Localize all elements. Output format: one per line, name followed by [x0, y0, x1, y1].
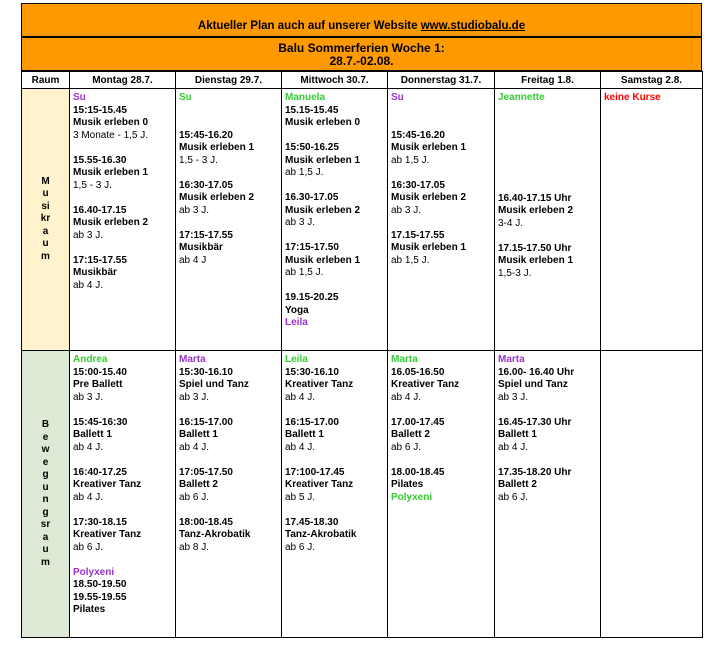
course-age: 3-4 J. [498, 217, 524, 229]
course-name: Ballett 1 [73, 429, 112, 440]
course-name: Musikbär [73, 267, 117, 278]
course-entry [498, 193, 598, 231]
course-name: Spiel und Tanz [179, 379, 249, 390]
course-name: Ballett 2 [391, 429, 430, 440]
course-time: 15:45-16.20 [179, 129, 233, 141]
course-time: 16.40-17.15 Uhr [498, 192, 572, 204]
course-name: Kreativer Tanz [285, 479, 354, 490]
course-entry [391, 417, 492, 455]
course-name: Yoga [285, 304, 309, 316]
course-age: ab 4 J. [285, 391, 316, 403]
course-entry [179, 367, 279, 405]
course-entry [73, 417, 173, 455]
course-time: 15:45-16:30 [73, 416, 128, 428]
course-name: Ballett 1 [179, 429, 218, 440]
course-age: 3 Monate - 1,5 J. [73, 129, 149, 141]
website-text: Aktueller Plan auch auf unserer Website [197, 20, 421, 32]
course-name: Pre Ballett [73, 379, 123, 390]
day-cell [282, 351, 388, 638]
course-entry [179, 130, 279, 168]
col-header-mittwoch: Mittwoch 30.7. [282, 72, 388, 89]
room-name: Bewegungsraum [40, 419, 51, 568]
teacher-name: Jeannette [498, 92, 545, 103]
course-entry [498, 243, 598, 281]
course-name: Musik erleben 2 [179, 192, 255, 203]
course-time: 17.15-17.55 [391, 229, 445, 241]
course-age: ab 1,5 J. [391, 154, 430, 166]
course-time: 19.55-19.55 [73, 591, 127, 603]
course-age: 1,5-3 J. [498, 267, 532, 279]
col-header-freitag: Freitag 1.8. [495, 72, 601, 89]
teacher-name: Leila [285, 354, 308, 365]
website-banner [21, 3, 702, 37]
course-name: Musik erleben 0 [73, 117, 149, 128]
week-title: Balu Sommerferien Woche 1: [278, 41, 445, 55]
course-age: ab 3 J. [498, 391, 529, 403]
course-name: Tanz-Akrobatik [179, 529, 251, 540]
course-name: Spiel und Tanz [498, 379, 568, 390]
course-age: ab 4 J. [73, 491, 104, 503]
room-row [22, 89, 703, 351]
course-time: 16:15-17.00 [285, 416, 339, 428]
course-age: ab 3 J. [73, 229, 104, 241]
course-time: 18:00-18.45 [179, 516, 233, 528]
course-age: ab 6 J. [498, 491, 529, 503]
course-name: Kreativer Tanz [285, 379, 354, 390]
course-age: 1,5 - 3 J. [73, 179, 112, 191]
course-name: Ballett 2 [498, 479, 537, 490]
header-row [22, 72, 703, 89]
course-time: 15:15-15.45 [73, 104, 127, 116]
col-header-donnerstag: Donnerstag 31.7. [388, 72, 495, 89]
course-time: 17:05-17.50 [179, 466, 233, 478]
course-time: 16.30-17.05 [285, 192, 339, 203]
course-age: ab 1,5 J. [285, 167, 324, 178]
col-header-samstag: Samstag 2.8. [601, 72, 703, 89]
teacher-name: Marta [498, 354, 525, 365]
course-time: 17:15-17.55 [73, 254, 127, 266]
course-entry [285, 292, 385, 330]
course-name: Kreativer Tanz [391, 379, 460, 390]
teacher-name: Andrea [73, 354, 108, 365]
course-age: ab 4 J. [498, 441, 529, 453]
course-entry [285, 242, 385, 280]
teacher-name: Marta [179, 354, 206, 365]
course-entry [498, 367, 598, 405]
course-time: 17.00-17.45 [391, 416, 445, 428]
day-cell [388, 89, 495, 351]
course-name: Musik erleben 2 [498, 205, 574, 216]
course-name: Musik erleben 1 [285, 154, 361, 166]
week-dates: 28.7.-02.08. [329, 54, 394, 68]
course-age: ab 6 J. [285, 541, 316, 553]
day-cell [176, 89, 282, 351]
course-time: 15:00-15.40 [73, 366, 127, 378]
course-entry [391, 230, 492, 268]
course-time: 17.35-18.20 Uhr [498, 466, 572, 478]
course-name: Ballett 1 [498, 429, 537, 440]
course-time: 16:40-17.25 [73, 466, 127, 478]
course-name: Musik erleben 1 [179, 142, 255, 153]
course-entry [73, 467, 173, 505]
course-age: 1,5 - 3 J. [179, 154, 218, 166]
course-age: ab 4 J [179, 254, 207, 266]
course-entry [179, 517, 279, 555]
course-age: ab 4 J. [73, 279, 104, 291]
teacher-name: Polyxeni [391, 491, 433, 503]
course-age: ab 3 J. [285, 217, 316, 228]
course-name: Ballett 1 [285, 429, 324, 440]
day-cell [495, 351, 601, 638]
course-entry [285, 417, 385, 455]
course-time: 15.55-16.30 [73, 154, 127, 166]
course-entry [73, 367, 173, 405]
course-entry [73, 105, 173, 143]
room-row [22, 351, 703, 638]
teacher-name: Leila [285, 317, 308, 328]
course-entry [285, 105, 385, 130]
course-age: ab 6 J. [179, 491, 210, 503]
course-time: 15:50-16.25 [285, 142, 339, 153]
teacher-name: Polyxeni [73, 566, 115, 578]
day-cell [495, 89, 601, 351]
course-time: 17:30-18.15 [73, 516, 127, 528]
course-age: ab 4 J. [73, 441, 104, 453]
day-cell [601, 89, 703, 351]
course-time: 16:30-17.05 [179, 179, 233, 191]
course-age: ab 4 J. [285, 441, 316, 453]
course-entry [73, 205, 173, 243]
course-entry [391, 180, 492, 218]
course-time: 16.05-16.50 [391, 366, 445, 378]
course-name: Musik erleben 1 [73, 167, 149, 178]
course-entry [73, 155, 173, 193]
course-age: ab 4 J. [391, 391, 422, 403]
course-time: 17:100-17.45 [285, 466, 345, 478]
course-age: ab 5 J. [285, 491, 316, 503]
course-entry [179, 467, 279, 505]
course-name: Musik erleben 2 [285, 204, 361, 216]
course-name: Pilates [391, 479, 424, 490]
day-cell [70, 351, 176, 638]
day-cell [176, 351, 282, 638]
course-time: 15.15-15.45 [285, 104, 339, 116]
course-entry [498, 467, 598, 505]
course-age: ab 1,5 J. [391, 254, 430, 266]
course-entry [73, 567, 173, 617]
course-name: Musik erleben 1 [391, 142, 467, 153]
course-name: Kreativer Tanz [73, 529, 142, 540]
course-entry [391, 467, 492, 505]
course-entry [179, 180, 279, 218]
teacher-name: Manuela [285, 92, 326, 103]
day-cell [388, 351, 495, 638]
course-name: Ballett 2 [179, 479, 218, 490]
course-age: ab 3 J. [179, 204, 210, 216]
course-name: Musik erleben 1 [391, 242, 467, 253]
course-name: Musik erleben 1 [285, 254, 361, 266]
course-entry [285, 367, 385, 405]
course-entry [179, 417, 279, 455]
course-name: Musikbär [179, 242, 223, 253]
course-time: 17:15-17.50 [285, 242, 339, 253]
course-age: ab 3 J. [391, 204, 422, 216]
room-label-cell [22, 351, 70, 638]
day-cell [282, 89, 388, 351]
course-time: 16:15-17.00 [179, 416, 233, 428]
day-cell [601, 351, 703, 638]
course-entry [285, 467, 385, 505]
course-time: 17.15-17.50 Uhr [498, 242, 572, 254]
col-header-dienstag: Dienstag 29.7. [176, 72, 282, 89]
course-time: 15:30-16.10 [285, 366, 339, 378]
course-age: ab 4 J. [179, 441, 210, 453]
teacher-name: keine Kurse [604, 92, 661, 103]
teacher-name: Su [73, 92, 86, 103]
course-entry [285, 517, 385, 555]
teacher-name: Marta [391, 354, 418, 365]
course-name: Kreativer Tanz [73, 479, 142, 490]
room-label-cell [22, 89, 70, 351]
teacher-name: Su [391, 92, 404, 103]
course-entry [391, 130, 492, 168]
teacher-name: Su [179, 92, 192, 103]
course-age: ab 6 J. [391, 441, 422, 453]
room-name: Musikraum [40, 175, 51, 262]
course-time: 16.40-17.15 [73, 204, 127, 216]
course-entry [285, 142, 385, 180]
course-age: ab 3 J. [179, 391, 210, 403]
course-time: 17.45-18.30 [285, 516, 339, 528]
course-time: 19.15-20.25 [285, 292, 339, 303]
course-name: Tanz-Akrobatik [285, 529, 357, 540]
col-header-montag: Montag 28.7. [70, 72, 176, 89]
course-time: 18.50-19.50 [73, 579, 127, 590]
course-age: ab 1,5 J. [285, 267, 324, 278]
course-time: 16:30-17.05 [391, 179, 445, 191]
course-entry [391, 367, 492, 405]
course-time: 15:30-16.10 [179, 366, 233, 378]
col-header-raum: Raum [22, 72, 70, 89]
course-name: Musik erleben 2 [73, 217, 149, 228]
course-entry [73, 517, 173, 555]
course-age: ab 6 J. [73, 541, 104, 553]
course-name: Musik erleben 2 [391, 192, 467, 203]
course-entry [179, 230, 279, 268]
course-time: 15:45-16.20 [391, 129, 445, 141]
website-link[interactable]: www.studiobalu.de [420, 20, 526, 32]
day-cell [70, 89, 176, 351]
course-name: Musik erleben 0 [285, 117, 361, 128]
week-title-banner [21, 37, 702, 71]
course-entry [285, 192, 385, 230]
course-age: ab 8 J. [179, 541, 210, 553]
course-name: Musik erleben 1 [498, 255, 574, 266]
course-time: 16.45-17.30 Uhr [498, 416, 572, 428]
course-time: 18.00-18.45 [391, 466, 445, 478]
schedule-table [21, 71, 703, 638]
course-entry [498, 417, 598, 455]
course-time: 16.00- 16.40 Uhr [498, 366, 575, 378]
course-entry [73, 255, 173, 293]
course-name: Pilates [73, 604, 106, 615]
course-time: 17:15-17.55 [179, 229, 233, 241]
course-age: ab 3 J. [73, 391, 104, 403]
